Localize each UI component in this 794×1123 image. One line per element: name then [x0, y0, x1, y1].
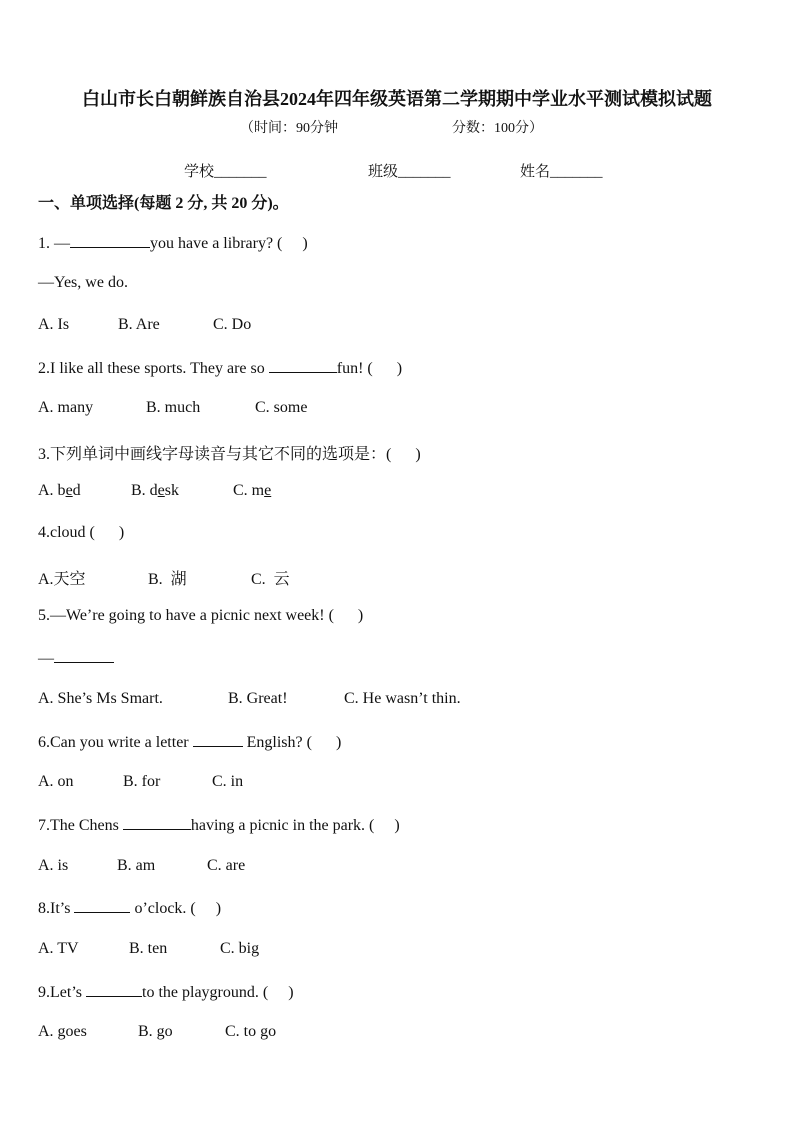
option-b[interactable]: B. desk [131, 482, 180, 499]
answer-blank[interactable] [269, 358, 337, 373]
name-field[interactable]: 姓名_______ [520, 164, 603, 180]
question-7-stem: 7.The Chens having a picnic in the park. ( ) [38, 817, 400, 834]
question-6-stem: 6.Can you write a letter English? ( ) [38, 734, 342, 751]
question-5-stem: 5.—We’re going to have a picnic next week! ( ) [38, 607, 364, 624]
option-c[interactable]: C. He wasn’t thin. [344, 690, 461, 707]
question-1-stem: 1. — you have a library? ( ) [38, 235, 308, 252]
section-heading: 一、单项选择(每题 2 分, 共 20 分)。 [38, 195, 289, 212]
exam-score: 分数：100分） [452, 121, 543, 136]
question-9-stem: 9.Let’s to the playground. ( ) [38, 984, 294, 1001]
answer-blank[interactable] [123, 815, 191, 830]
option-b[interactable]: B. Are [118, 316, 160, 333]
question-1-options [38, 316, 251, 334]
option-c[interactable]: C. in [212, 773, 244, 790]
question-2-options [38, 399, 307, 417]
option-a[interactable]: A. goes [38, 1023, 87, 1040]
answer-blank[interactable] [70, 233, 150, 248]
option-c[interactable]: C. Do [213, 316, 252, 333]
answer-blank[interactable] [193, 732, 243, 747]
question-8-stem: 8.It’s o’clock. ( ) [38, 900, 222, 917]
question-1-dialogue: —Yes, we do. [38, 274, 128, 291]
exam-time: （时间：90分钟 [240, 121, 338, 136]
school-field[interactable]: 学校_______ [184, 164, 267, 180]
option-a[interactable]: A. many [38, 399, 94, 416]
question-4-stem: 4.cloud ( ) [38, 524, 125, 541]
option-b[interactable]: B. much [146, 399, 201, 416]
option-b[interactable]: B. ten [129, 940, 168, 957]
option-a[interactable]: A. She’s Ms Smart. [38, 690, 163, 707]
option-c[interactable]: C. to go [225, 1023, 277, 1040]
option-c[interactable]: C. 云 [251, 571, 290, 588]
option-b[interactable]: B. Great! [228, 690, 288, 707]
question-8-options [38, 940, 259, 958]
option-a[interactable]: A. on [38, 773, 74, 790]
question-3-options [38, 482, 271, 500]
option-a[interactable]: A.天空 [38, 571, 86, 588]
option-b[interactable]: B. 湖 [148, 571, 187, 588]
option-c[interactable]: C. me [233, 482, 272, 499]
option-c[interactable]: C. some [255, 399, 308, 416]
option-a[interactable]: A. TV [38, 940, 79, 957]
class-field[interactable]: 班级_______ [368, 164, 451, 180]
answer-blank[interactable] [74, 898, 130, 913]
question-2-stem: 2.I like all these sports. They are so fun! ( ) [38, 360, 403, 377]
question-7-options [38, 857, 245, 875]
answer-blank[interactable] [54, 648, 114, 663]
option-b[interactable]: B. for [123, 773, 161, 790]
option-a[interactable]: A. is [38, 857, 69, 874]
answer-blank[interactable] [86, 982, 142, 997]
question-5-options [38, 690, 461, 708]
question-5-answer-line: — [38, 648, 114, 668]
option-a[interactable]: A. Is [38, 316, 70, 333]
option-b[interactable]: B. am [117, 857, 156, 874]
question-6-options [38, 773, 243, 791]
question-9-options [38, 1023, 276, 1041]
question-3-stem: 3.下列单词中画线字母读音与其它不同的选项是：( ) [38, 446, 421, 463]
option-c[interactable]: C. big [220, 940, 260, 957]
exam-title: 白山市长白朝鲜族自治县2024年四年级英语第二学期期中学业水平测试模拟试题 [82, 89, 712, 109]
question-4-options [38, 566, 290, 589]
option-c[interactable]: C. are [207, 857, 246, 874]
option-a[interactable]: A. bed [38, 482, 81, 499]
option-b[interactable]: B. go [138, 1023, 173, 1040]
